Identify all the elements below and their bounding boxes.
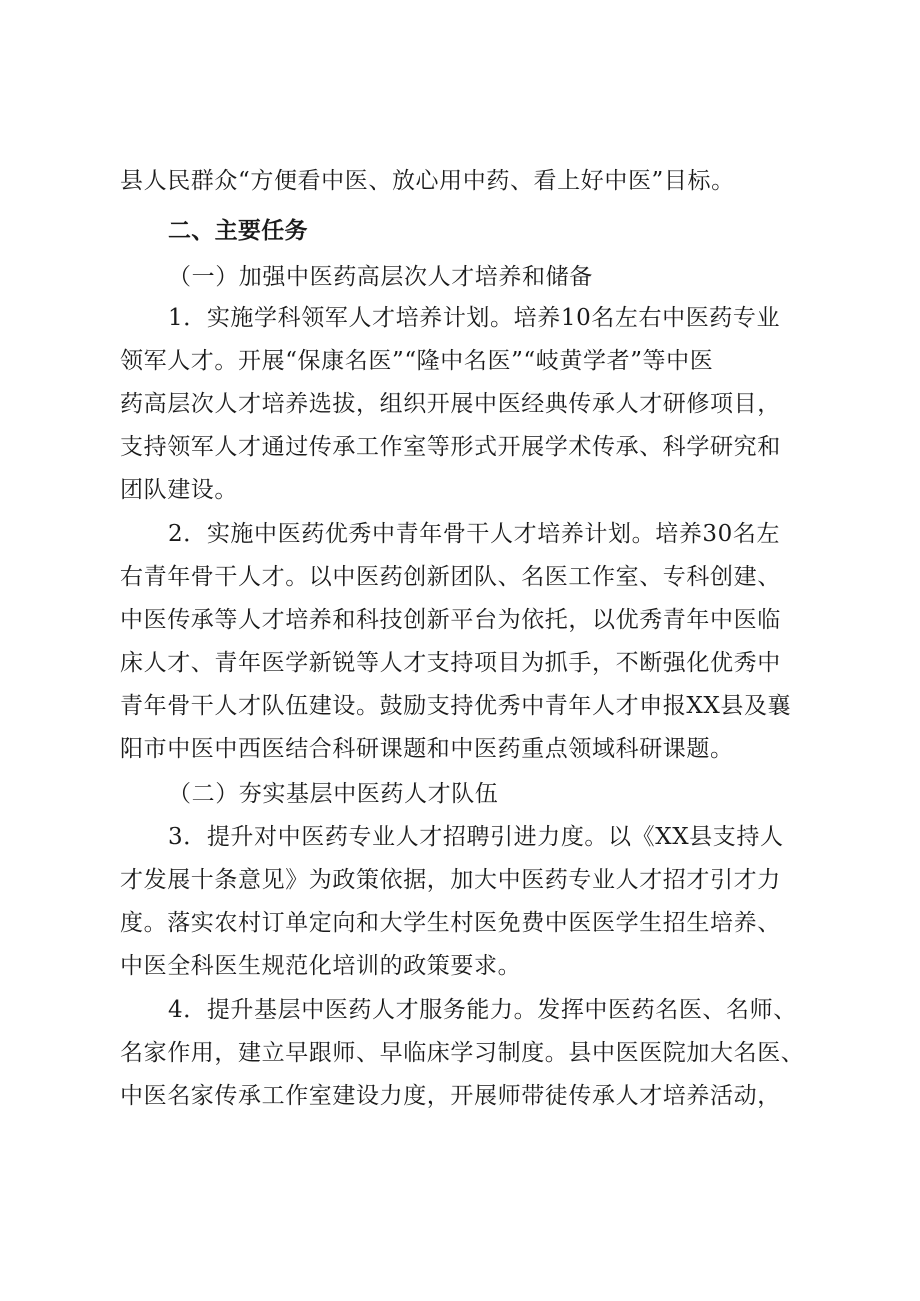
paragraph-1-line-1: 1．实施学科领军人才培养计划。培养10名左右中医药专业 bbox=[168, 305, 781, 331]
subsection-heading-1: （一）加强中医药高层次人才培养和储备 bbox=[168, 264, 593, 290]
paragraph-1-line-3: 药高层次人才培养选拔，组织开展中医经典传承人才研修项目， bbox=[120, 391, 781, 417]
paragraph-3-line-3: 度。落实农村订单定向和大学生村医免费中医医学生招生培养、 bbox=[120, 910, 781, 936]
paragraph-4-line-3: 中医名家传承工作室建设力度，开展师带徒传承人才培养活动， bbox=[120, 1083, 781, 1109]
paragraph-2-line-2: 右青年骨干人才。以中医药创新团队、名医工作室、专科创建、 bbox=[120, 564, 781, 590]
paragraph-3-line-4: 中医全科医生规范化培训的政策要求。 bbox=[120, 953, 522, 979]
text-line-1: 县人民群众“方便看中医、放心用中药、看上好中医”目标。 bbox=[120, 168, 735, 194]
paragraph-3-line-1: 3．提升对中医药专业人才招聘引进力度。以《XX县支持人 bbox=[168, 824, 784, 850]
paragraph-4-line-1: 4．提升基层中医药人才服务能力。发挥中医药名医、名师、 bbox=[168, 997, 797, 1023]
paragraph-1-line-4: 支持领军人才通过传承工作室等形式开展学术传承、科学研究和 bbox=[120, 434, 781, 460]
paragraph-2-line-6: 阳市中医中西医结合科研课题和中医药重点领域科研课题。 bbox=[120, 736, 734, 762]
subsection-heading-2: （二）夯实基层中医药人才队伍 bbox=[168, 781, 499, 807]
paragraph-2-line-5: 青年骨干人才队伍建设。鼓励支持优秀中青年人才申报XX县及襄 bbox=[120, 693, 792, 719]
paragraph-2-line-3: 中医传承等人才培养和科技创新平台为依托，以优秀青年中医临 bbox=[120, 607, 781, 633]
paragraph-1-line-5: 团队建设。 bbox=[120, 477, 238, 503]
paragraph-2-line-1: 2．实施中医药优秀中青年骨干人才培养计划。培养30名左 bbox=[168, 521, 781, 547]
paragraph-4-line-2: 名家作用，建立早跟师、早临床学习制度。县中医医院加大名医、 bbox=[120, 1040, 805, 1066]
paragraph-2-line-4: 床人才、青年医学新锐等人才支持项目为抓手，不断强化优秀中 bbox=[120, 650, 781, 676]
paragraph-3-line-2: 才发展十条意见》为政策依据，加大中医药专业人才招才引才力 bbox=[120, 867, 781, 893]
section-heading-main-tasks: 二、主要任务 bbox=[168, 218, 308, 244]
paragraph-1-line-2: 领军人才。开展“保康名医”“隆中名医”“岐黄学者”等中医 bbox=[120, 348, 714, 374]
